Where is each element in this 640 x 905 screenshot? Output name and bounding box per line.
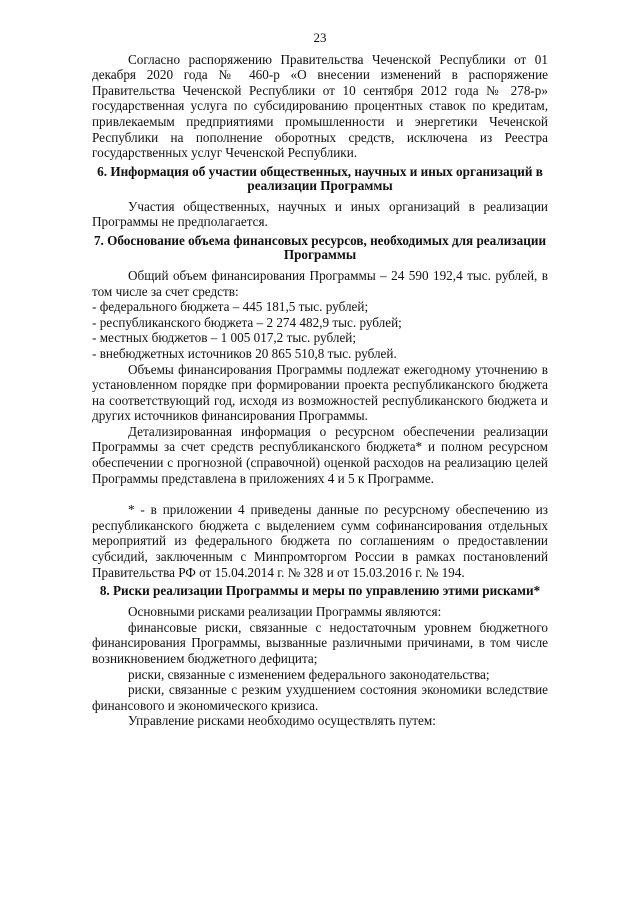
section-8-heading: 8. Риски реализации Программы и меры по управлению этими рисками*	[99, 583, 541, 599]
risk-legislative: риски, связанные с изменением федерального законодательства;	[128, 666, 490, 682]
document-page	[92, 30, 548, 729]
risk-management: Управление рисками необходимо осуществлять путем:	[128, 713, 436, 729]
page-number: 23	[313, 30, 327, 45]
funding-total: Общий объем финансирования Программы – 24 590 192,4 тыс. рублей, в том числе за счет средств:	[92, 267, 548, 299]
funding-detailed-paragraph: Детализированная информация о ресурсном обеспечении реализации Программы за счет средств республиканского бюджета* и полном ресурсном обеспечении с прогнозной (справочной) оценкой расходов на реализацию целей Программы представлена в приложениях 4 и 5 к Программе.	[92, 423, 548, 486]
funding-republican: - республиканского бюджета – 2 274 482,9 тыс. рублей;	[92, 314, 402, 330]
funding-local: - местных бюджетов – 1 005 017,2 тыс. рублей;	[92, 330, 357, 346]
risk-financial: финансовые риски, связанные с недостаточным уровнем бюджетного финансирования Программы, вызванные различными причинами, в том числе возникновением бюджетного дефицита;	[92, 619, 548, 666]
section-6-heading: 6. Информация об участии общественных, научных и иных организаций в реализации Программы	[97, 163, 543, 193]
intro-paragraph: Согласно распоряжению Правительства Чеченской Республики от 01 декабря 2020 года № 460-р «О внесении изменений в распоряжение Правительства Чеченской Республики от 10 сентября 2012 года № 278-р» государственная услуга по субсидированию процентных ставок по кредитам, привлекаемым предприятиями промышленности и энергетики Чеченской Республики на пополнение оборотных средств, исключена из Реестра государственных услуг Чеченской Республики.	[92, 51, 548, 161]
risk-economic: риски, связанные с резким ухудшением состояния экономики вследствие финансового и экономического кризиса.	[92, 682, 548, 713]
funding-annual-paragraph: Объемы финансирования Программы подлежат ежегодному уточнению в установленном порядке при формировании проекта республиканского бюджета на соответствующий год, исходя из возможностей республиканского бюджета и других источников финансирования Программы.	[92, 361, 548, 424]
funding-extrabudgetary: - внебюджетных источников 20 865 510,8 тыс. рублей.	[92, 345, 397, 361]
section-7-heading: 7. Обоснование объема финансовых ресурсов, необходимых для реализации Программы	[93, 232, 547, 262]
section-6-text: Участия общественных, научных и иных организаций в реализации Программы не предполагается.	[92, 198, 548, 230]
footnote: * - в приложении 4 приведены данные по ресурсному обеспечению из республиканского бюджета с выделением сумм софинансирования отдельных мероприятий из федерального бюджета по соглашениям о предоставлении субсидий, заключенным с Минпромторгом России в рамках постановлений Правительства РФ от 15.04.2014 г. № 328 и от 15.03.2016 г. № 194.	[92, 502, 548, 580]
risks-intro: Основными рисками реализации Программы являются:	[128, 604, 442, 620]
funding-federal: - федерального бюджета – 445 181,5 тыс. рублей;	[92, 299, 369, 315]
spacer	[92, 486, 548, 502]
